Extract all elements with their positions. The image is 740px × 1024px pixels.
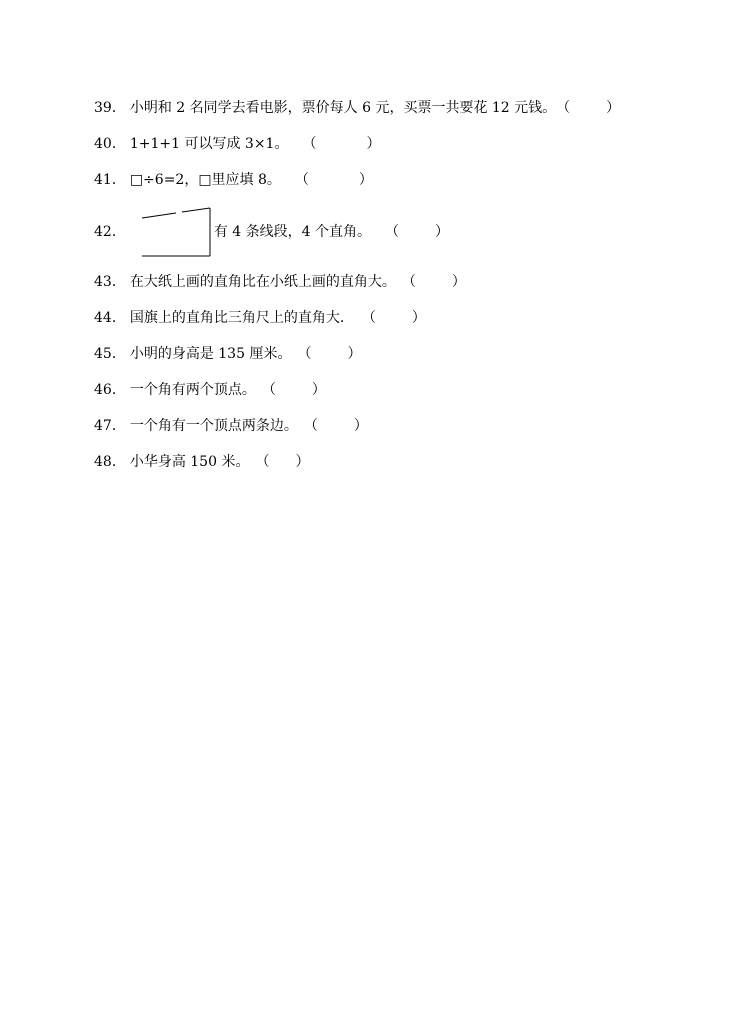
question-46 <box>94 381 326 399</box>
question-text: □÷6=2，□里应填 8。 <box>129 172 281 188</box>
question-40 <box>94 135 380 153</box>
question-number: 39． <box>94 100 126 116</box>
question-number: 46． <box>94 382 126 398</box>
question-39 <box>94 99 620 117</box>
question-text: 小明的身高是 135 厘米。 <box>129 346 292 362</box>
answer-open-paren: （ <box>303 418 318 434</box>
answer-close-paren: ） <box>435 224 449 240</box>
answer-open-paren: （ <box>556 100 571 116</box>
question-text: 国旗上的直角比三角尺上的直角大． <box>129 310 354 326</box>
question-45 <box>94 345 361 363</box>
question-number: 48． <box>94 454 126 470</box>
question-text: 小明和 2 名同学去看电影，票价每人 6 元，买票一共要花 12 元钱。 <box>129 100 557 116</box>
question-text: 一个角有两个顶点。 <box>129 382 256 398</box>
quadrilateral-figure <box>138 207 212 257</box>
question-text: 1+1+1 可以写成 3×1。 <box>129 136 289 152</box>
answer-open-paren: （ <box>361 310 376 326</box>
answer-open-paren: （ <box>302 136 317 152</box>
question-48 <box>94 453 309 471</box>
answer-open-paren: （ <box>297 346 312 362</box>
answer-close-paren: ） <box>451 274 466 290</box>
question-number: 45． <box>94 346 126 362</box>
answer-open-paren: （ <box>294 172 309 188</box>
question-text: 小华身高 150 米。 <box>129 454 250 470</box>
question-number: 40． <box>94 136 126 152</box>
question-text: 有 4 条线段，4 个直角。 <box>213 224 371 240</box>
question-43 <box>94 273 466 291</box>
question-number: 41． <box>94 172 126 188</box>
answer-close-paren: ） <box>366 136 381 152</box>
answer-close-paren: ） <box>311 382 326 398</box>
answer-close-paren: ） <box>347 346 362 362</box>
answer-close-paren: ） <box>411 310 426 326</box>
question-41 <box>94 171 373 189</box>
question-number: 47． <box>94 418 126 434</box>
answer-open-paren: （ <box>401 274 416 290</box>
question-42 <box>94 207 449 257</box>
question-text: 在大纸上画的直角比在小纸上画的直角大。 <box>129 274 396 290</box>
question-number: 43． <box>94 274 126 290</box>
question-number: 44． <box>94 310 126 326</box>
answer-open-paren: （ <box>261 382 276 398</box>
answer-close-paren: ） <box>295 454 310 470</box>
question-number: 42． <box>94 224 126 240</box>
question-text: 一个角有一个顶点两条边。 <box>129 418 298 434</box>
answer-close-paren: ） <box>358 172 373 188</box>
question-47 <box>94 417 368 435</box>
question-44 <box>94 309 426 327</box>
answer-open-paren: （ <box>255 454 270 470</box>
answer-open-paren: （ <box>385 224 399 240</box>
answer-close-paren: ） <box>606 100 621 116</box>
answer-close-paren: ） <box>353 418 368 434</box>
